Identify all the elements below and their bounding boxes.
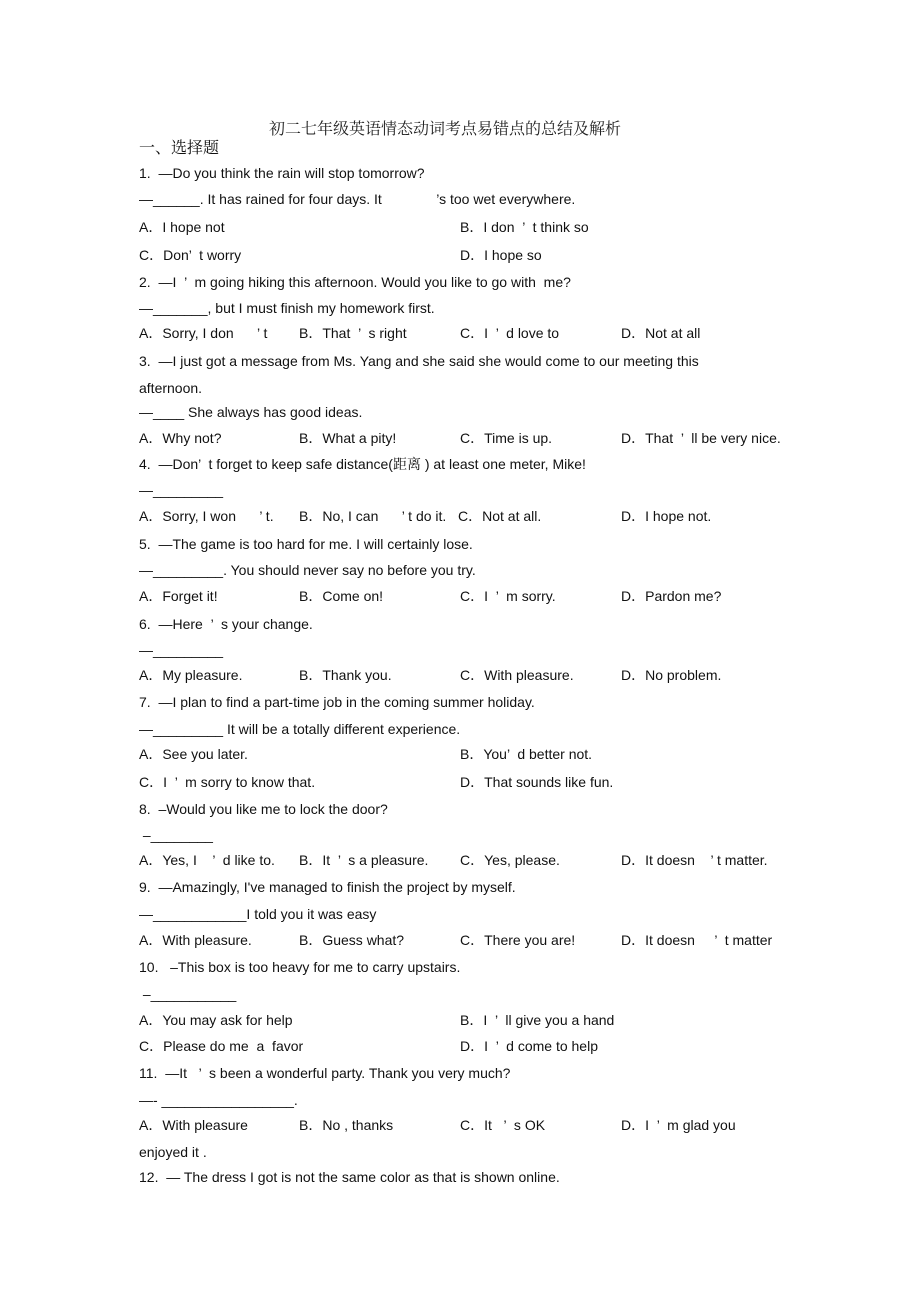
section-heading: 一、选择题 bbox=[139, 138, 220, 157]
option-d: D．Pardon me? bbox=[621, 588, 722, 604]
option-c: C．With pleasure. bbox=[460, 667, 574, 683]
question-stem: 10. –This box is too heavy for me to carry upstairs. bbox=[139, 959, 461, 975]
question-stem: 11. —It ’ s been a wonderful party. Thank you very much? bbox=[139, 1065, 511, 1081]
question-stem: 6. —Here ’ s your change. bbox=[139, 616, 313, 632]
option-c: C．Not at all. bbox=[458, 508, 542, 524]
option-b: B．I ’ ll give you a hand bbox=[460, 1012, 615, 1028]
option-c: C．I ’ m sorry to know that. bbox=[139, 774, 316, 790]
option-b: B．Come on! bbox=[299, 588, 384, 604]
option-c: C．I ’ m sorry. bbox=[460, 588, 556, 604]
option-a: A．With pleasure. bbox=[139, 932, 252, 948]
question-stem: 8. –Would you like me to lock the door? bbox=[139, 801, 388, 817]
option-d: D．Not at all bbox=[621, 325, 701, 341]
question-stem: 7. —I plan to find a part-time job in the coming summer holiday. bbox=[139, 694, 535, 710]
question-reply: —_________ bbox=[139, 482, 224, 498]
option-d: D．I hope so bbox=[460, 247, 542, 263]
option-b: B．That ’ s right bbox=[299, 325, 407, 341]
option-b: B．No, I can ’ t do it. bbox=[299, 508, 447, 524]
question-reply: –___________ bbox=[139, 986, 237, 1002]
question-reply: —______. It has rained for four days. It ’s too wet everywhere. bbox=[139, 191, 576, 207]
question-reply: —_________. You should never say no before you try. bbox=[139, 562, 476, 578]
option-b: B．I don ’ t think so bbox=[460, 219, 589, 235]
option-c: C．Please do me a favor bbox=[139, 1038, 304, 1054]
option-a: A．I hope not bbox=[139, 219, 225, 235]
option-a: A．Why not? bbox=[139, 430, 222, 446]
question-stem: 3. —I just got a message from Ms. Yang and she said she would come to our meeting this bbox=[139, 353, 699, 369]
option-a: A．Sorry, I won ’ t. bbox=[139, 508, 274, 524]
question-reply: —_________ bbox=[139, 642, 224, 658]
option-d: D．I ’ m glad you bbox=[621, 1117, 736, 1133]
option-d: D．It doesn ’ t matter bbox=[621, 932, 773, 948]
question-reply: –________ bbox=[139, 827, 213, 843]
document-title: 初二七年级英语情态动词考点易错点的总结及解析 bbox=[268, 119, 621, 138]
question-reply: —- _________________. bbox=[139, 1092, 298, 1108]
option-c: C．Don’ t worry bbox=[139, 247, 242, 263]
option-a: A．With pleasure bbox=[139, 1117, 248, 1133]
option-b: B．Thank you. bbox=[299, 667, 392, 683]
option-b: B．What a pity! bbox=[299, 430, 397, 446]
option-d: D．That ’ ll be very nice. bbox=[621, 430, 781, 446]
question-stem: 4. —Don’ t forget to keep safe distance(距离 ) at least one meter, Mike! bbox=[139, 456, 586, 472]
option-a: A．Forget it! bbox=[139, 588, 218, 604]
option-c: C．There you are! bbox=[460, 932, 576, 948]
question-reply: —_______, but I must finish my homework first. bbox=[139, 300, 435, 316]
option-d: D．No problem. bbox=[621, 667, 722, 683]
question-reply: —____ She always has good ideas. bbox=[139, 404, 363, 420]
option-d: D．It doesn ’ t matter. bbox=[621, 852, 768, 868]
option-cont: enjoyed it . bbox=[139, 1144, 207, 1160]
option-b: B．It ’ s a pleasure. bbox=[299, 852, 429, 868]
option-b: B．Guess what? bbox=[299, 932, 405, 948]
option-a: A．You may ask for help bbox=[139, 1012, 293, 1028]
option-d: D．I hope not. bbox=[621, 508, 712, 524]
question-reply: —____________I told you it was easy bbox=[139, 906, 377, 922]
question-stem: 2. —I ’ m going hiking this afternoon. Would you like to go with me? bbox=[139, 274, 571, 290]
option-c: C．Time is up. bbox=[460, 430, 553, 446]
question-stem-cont: afternoon. bbox=[139, 380, 203, 396]
option-a: A．Sorry, I don ’ t bbox=[139, 325, 268, 341]
option-c: C．I ’ d love to bbox=[460, 325, 560, 341]
option-d: D．I ’ d come to help bbox=[460, 1038, 598, 1054]
question-stem: 1. —Do you think the rain will stop tomorrow? bbox=[139, 165, 425, 181]
question-reply: —_________ It will be a totally different experience. bbox=[139, 721, 461, 737]
option-d: D．That sounds like fun. bbox=[460, 774, 614, 790]
option-b: B．No , thanks bbox=[299, 1117, 394, 1133]
option-a: A．Yes, I ’ d like to. bbox=[139, 852, 275, 868]
option-c: C．It ’ s OK bbox=[460, 1117, 546, 1133]
question-stem: 5. —The game is too hard for me. I will certainly lose. bbox=[139, 536, 473, 552]
option-c: C．Yes, please. bbox=[460, 852, 560, 868]
question-stem: 9. —Amazingly, I've managed to finish the project by myself. bbox=[139, 879, 516, 895]
question-stem: 12. — The dress I got is not the same color as that is shown online. bbox=[139, 1169, 560, 1185]
option-a: A．See you later. bbox=[139, 746, 248, 762]
option-a: A．My pleasure. bbox=[139, 667, 243, 683]
option-b: B．You’ d better not. bbox=[460, 746, 593, 762]
